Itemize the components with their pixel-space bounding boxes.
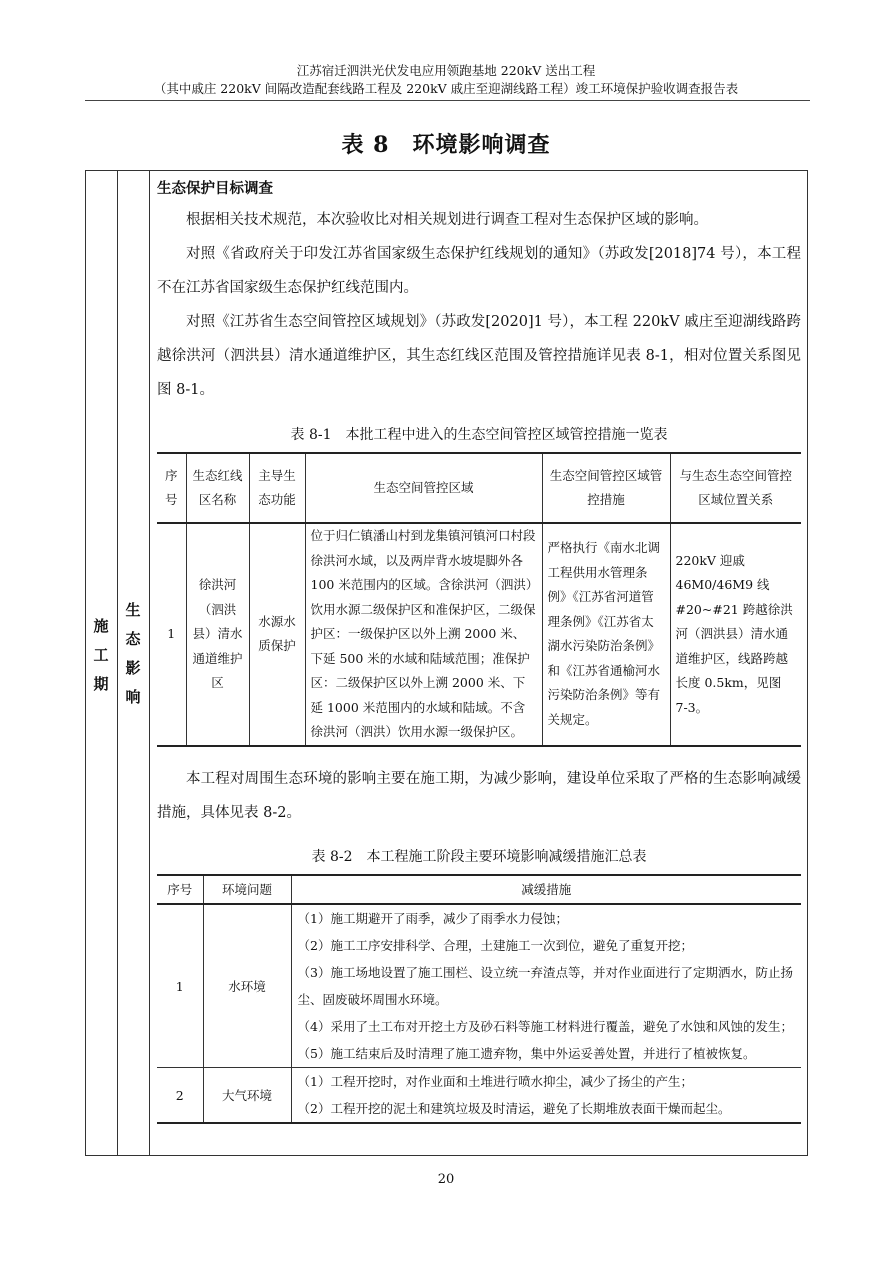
table1-cell-name: 徐洪河（泗洪县）清水通道维护区 — [186, 523, 249, 746]
measure-item: （3）施工场地设置了施工围栏、设立统一弃渣点等，并对作业面进行了定期洒水，防止扬尘、固废破坏周围水环境。 — [297, 965, 793, 1007]
table2-row2-issue: 大气环境 — [203, 1068, 291, 1124]
table1-cell-area: 位于归仁镇潘山村到龙集镇河镇河口村段徐洪河水域，以及两岸背水坡堤脚外各 100 米范围内的区域。含徐洪河（泗洪）饮用水源二级保护区和准保护区，二级保护区：一级保护区以外上溯 2000 米、下延 500 米的水域和陆域范围；准保护区：二级保护区以外上溯 2000 米、下延 1000 米范围内的水域和陆域。不含徐洪河（泗洪）饮用水源一级保护区。 — [305, 523, 542, 746]
frame-col-line-2 — [149, 171, 150, 1155]
page-title: 表 8 环境影响调查 — [341, 132, 551, 158]
table1-cell-func: 水源水质保护 — [249, 523, 305, 746]
table-row — [157, 1068, 801, 1124]
table1-header-name: 生态红线区名称 — [186, 453, 249, 523]
table-8-1 — [157, 452, 801, 747]
header-rule — [85, 100, 810, 101]
table2-row1-measures — [291, 904, 801, 1068]
table1-header-measure: 生态空间管控区域管控措施 — [542, 453, 670, 523]
section-heading: 生态保护目标调查 — [157, 180, 273, 197]
table1-header-no: 序号 — [157, 453, 186, 523]
vertical-label-char: 态 — [125, 630, 141, 648]
page-number: 20 — [437, 1172, 455, 1187]
table2-header-no: 序号 — [157, 875, 203, 904]
table1-header-row — [157, 453, 801, 523]
measure-item: （2）施工工序安排科学、合理，土建施工一次到位，避免了重复开挖； — [297, 938, 693, 953]
phase-label — [86, 612, 116, 699]
table1-header-area: 生态空间管控区域 — [305, 453, 542, 523]
header-line-2: （其中戚庄 220kV 间隔改造配套线路工程及 220kV 戚庄至迎湖线路工程）竣工环境保护验收调查报告表 — [153, 81, 739, 96]
table1-header-relation: 与生态生态空间管控区域位置关系 — [670, 453, 801, 523]
document-header — [0, 62, 892, 98]
vertical-label-char: 施 — [93, 617, 109, 635]
table2-header-issue: 环境问题 — [203, 875, 291, 904]
table1-cell-measure: 严格执行《南水北调工程供用水管理条例》《江苏省河道管理条例》《江苏省太湖水污染防治条例》和《江苏省通榆河水污染防治条例》等有关规定。 — [542, 523, 670, 746]
vertical-label-char: 响 — [125, 688, 141, 706]
measure-item: （4）采用了土工布对开挖土方及砂石料等施工材料进行覆盖，避免了水蚀和风蚀的发生； — [297, 1019, 793, 1034]
paragraph-4-text: 本工程对周围生态环境的影响主要在施工期，为减少影响，建设单位采取了严格的生态影响减缓措施，具体见表 8-2。 — [157, 771, 801, 821]
table2-caption: 表 8-2 本工程施工阶段主要环境影响减缓措施汇总表 — [311, 849, 647, 865]
table2-row2-no: 2 — [157, 1068, 203, 1124]
table-row — [157, 523, 801, 746]
measure-item: （5）施工结束后及时清理了施工遗弃物，集中外运妥善处置，并进行了植被恢复。 — [297, 1046, 756, 1061]
measure-item: （1）施工期避开了雨季，减少了雨季水力侵蚀； — [297, 911, 568, 926]
table-8-2 — [157, 874, 801, 1124]
table1-caption: 表 8-1 本批工程中进入的生态空间管控区域管控措施一览表 — [290, 427, 668, 443]
measure-item: （2）工程开挖的泥土和建筑垃圾及时清运，避免了长期堆放表面干燥而起尘。 — [297, 1101, 731, 1116]
paragraph-3: 对照《江苏省生态空间管控区域规划》（苏政发[2020]1 号），本工程 220kV 戚庄至迎湖线路跨越徐洪河（泗洪县）清水通道维护区，其生态红线区范围及管控措施详见表 8-1，相对位置关系图见图 8-1。 — [157, 314, 801, 398]
table2-row1-issue: 水环境 — [203, 904, 291, 1068]
header-line-1: 江苏宿迁泗洪光伏发电应用领跑基地 220kV 送出工程 — [296, 63, 596, 78]
paragraph-2: 对照《省政府关于印发江苏省国家级生态保护红线规划的通知》（苏政发[2018]74 号），本工程不在江苏省国家级生态保护红线范围内。 — [157, 246, 801, 296]
vertical-label-char: 影 — [125, 659, 141, 677]
vertical-label-char: 生 — [125, 601, 141, 619]
vertical-label-char: 期 — [93, 675, 109, 693]
table1-header-func: 主导生态功能 — [249, 453, 305, 523]
table2-row1-no: 1 — [157, 904, 203, 1068]
measure-item: （1）工程开挖时，对作业面和土堆进行喷水抑尘，减少了扬尘的产生； — [297, 1074, 693, 1089]
frame-right-line — [807, 171, 808, 1155]
table2-header-row — [157, 875, 801, 904]
table2-row2-measures — [291, 1068, 801, 1124]
table1-cell-relation: 220kV 迎戚 46M0/46M9 线 #20~#21 跨越徐洪河（泗洪县）清水通道维护区，线路跨越长度 0.5km，见图 7-3。 — [670, 523, 801, 746]
table2-header-measure: 减缓措施 — [291, 875, 801, 904]
section-content — [157, 175, 801, 407]
vertical-label-char: 工 — [93, 646, 109, 664]
paragraph-4 — [157, 762, 801, 830]
table-row — [157, 904, 801, 1068]
paragraph-1: 根据相关技术规范，本次验收比对相关规划进行调查工程对生态保护区域的影响。 — [186, 212, 708, 228]
table1-cell-no: 1 — [157, 523, 186, 746]
category-label — [118, 596, 148, 712]
